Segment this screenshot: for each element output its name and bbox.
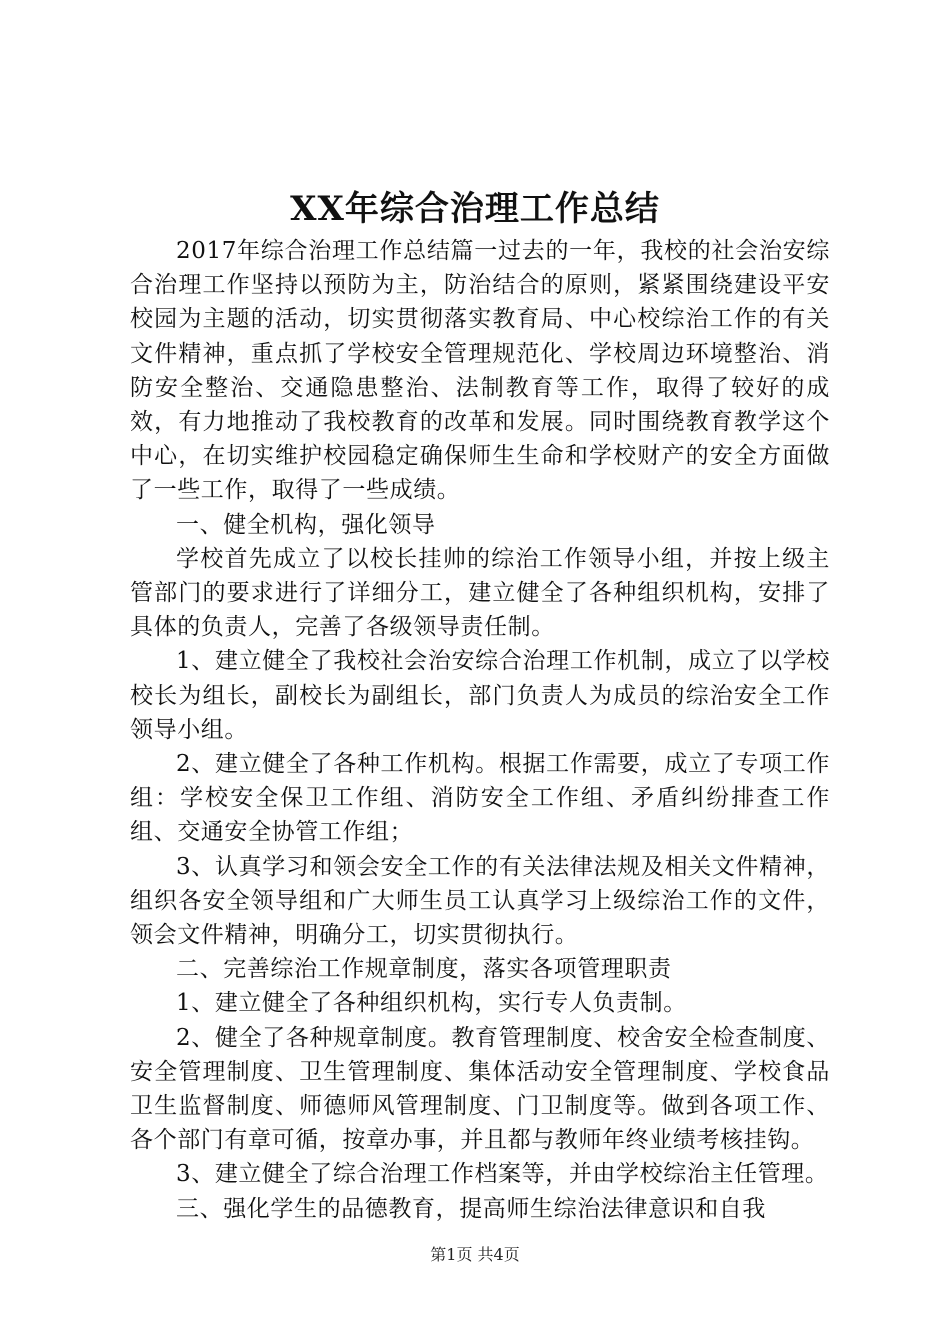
- document-title: XX年综合治理工作总结: [290, 189, 660, 229]
- list-item: 1、建立健全了各种组织机构，实行专人负责制。: [176, 990, 687, 1017]
- section-heading-2: 二、完善综治工作规章制度，落实各项管理职责: [176, 956, 672, 983]
- document-body: [130, 234, 830, 1226]
- paragraph-intro: 2017年综合治理工作总结篇一过去的一年，我校的社会治安综合治理工作坚持以预防为主，防治结合的原则，紧紧围绕建设平安校园为主题的活动，切实贯彻落实教育局、中心校综治工作的有关文件精神，重点抓了学校安全管理规范化、学校周边环境整治、消防安全整治、交通隐患整治、法制教育等工作，取得了较好的成效，有力地推动了我校教育的改革和发展。同时围绕教育教学这个中心，在切实维护校园稳定确保师生生命和学校财产的安全方面做了一些工作，取得了一些成绩。: [130, 238, 830, 504]
- list-item: 3、认真学习和领会安全工作的有关法律法规及相关文件精神，组织各安全领导组和广大师生员工认真学习上级综治工作的文件，领会文件精神，明确分工，切实贯彻执行。: [130, 853, 830, 949]
- section-heading-1: 一、健全机构，强化领导: [176, 511, 436, 538]
- page-number-footer: 第1页 共4页: [430, 1245, 520, 1264]
- list-item: 1、建立健全了我校社会治安综合治理工作机制，成立了以学校校长为组长，副校长为副组长，部门负责人为成员的综治安全工作领导小组。: [130, 648, 830, 743]
- list-item: 2、健全了各种规章制度。教育管理制度、校舍安全检查制度、安全管理制度、卫生管理制度、集体活动安全管理制度、学校食品卫生监督制度、师德师风管理制度、门卫制度等。做到各项工作、各个部门有章可循，按章办事，并且都与教师年终业绩考核挂钩。: [130, 1024, 830, 1154]
- list-item: 3、建立健全了综合治理工作档案等，并由学校综治主任管理。: [176, 1161, 829, 1188]
- list-item: 2、建立健全了各种工作机构。根据工作需要，成立了专项工作组：学校安全保卫工作组、消防安全工作组、矛盾纠纷排查工作组、交通安全协管工作组；: [130, 751, 830, 846]
- section-heading-3: 三、强化学生的品德教育，提高师生综治法律意识和自我: [176, 1195, 766, 1222]
- paragraph: 学校首先成立了以校长挂帅的综治工作领导小组，并按上级主管部门的要求进行了详细分工，建立健全了各种组织机构，安排了具体的负责人，完善了各级领导责任制。: [130, 545, 830, 641]
